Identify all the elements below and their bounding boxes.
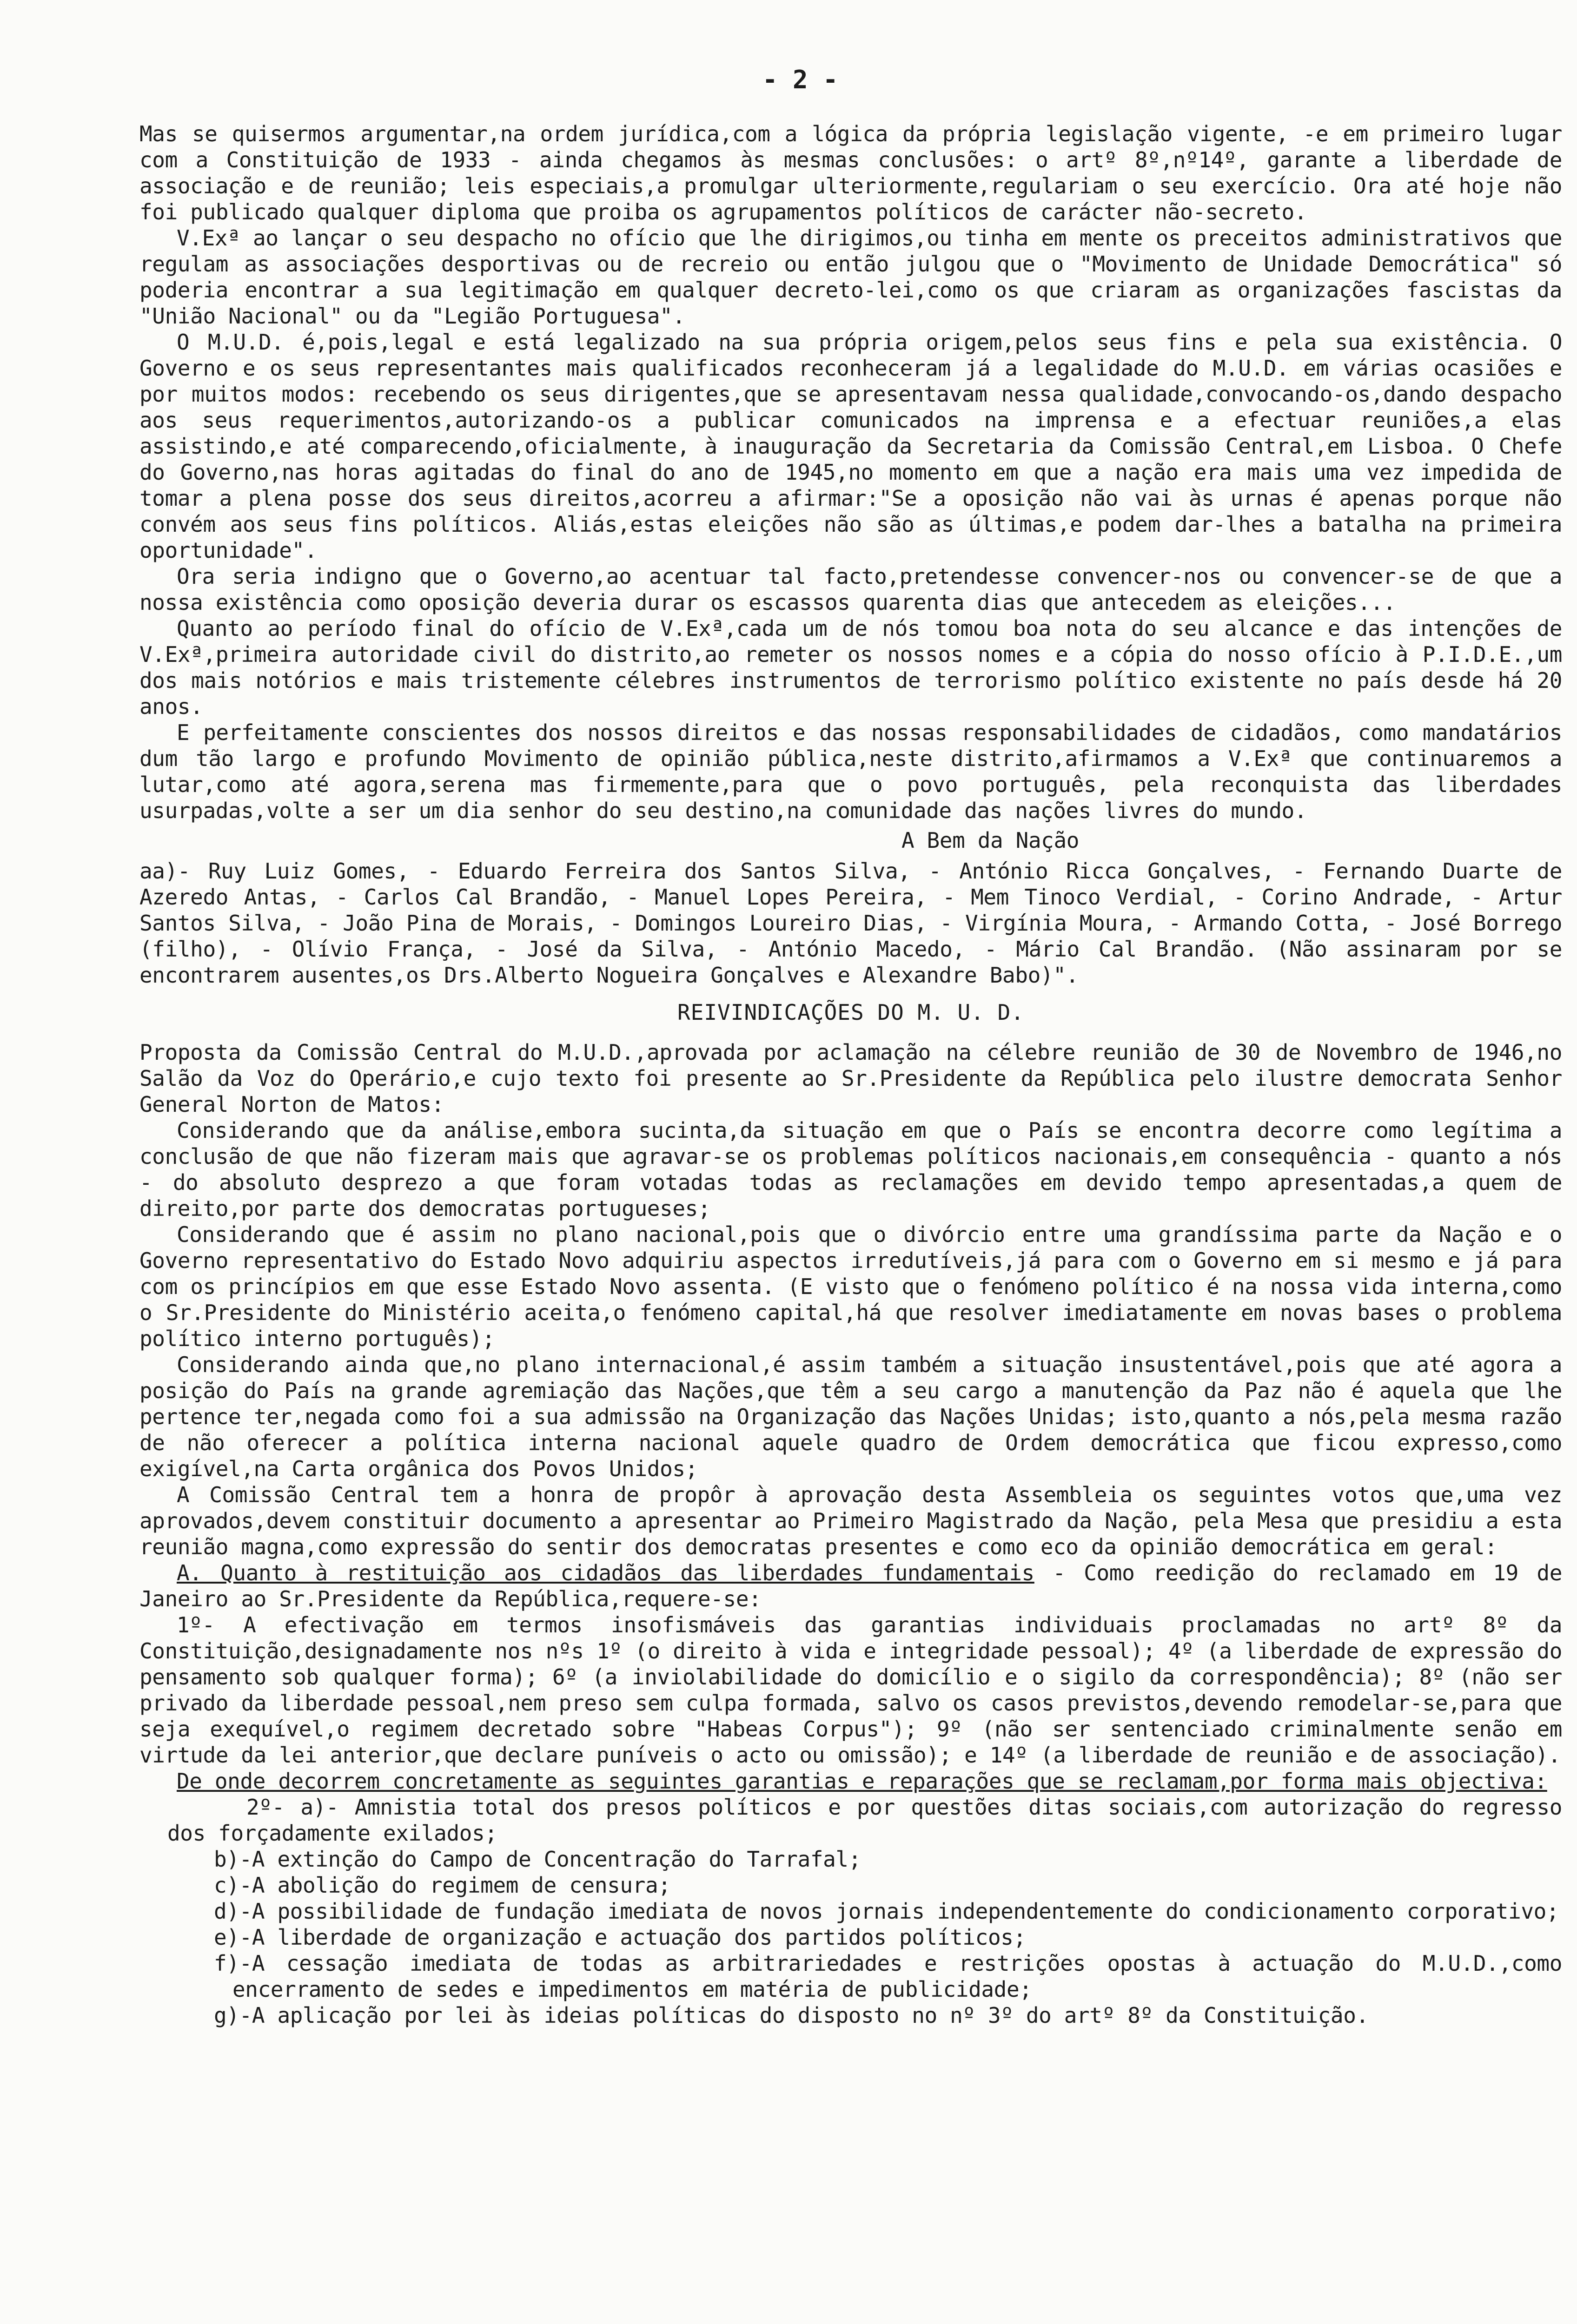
considerando-1: Considerando que da análise,embora sucinta,da situação em que o País se encontra decorre como legítima a conclusão de que não fizeram mais que agravar-se os problemas políticos nacionais,em consequência - quanto a nós - do absoluto desprezo a que foram votadas todas as reclamações em devido tempo apresentadas,a quem de direito,por parte dos democratas portugueses; bbox=[139, 1118, 1562, 1221]
list-item: c)-A abolição do regimem de censura; bbox=[214, 1873, 671, 1898]
closing-salutation: A Bem da Nação bbox=[901, 828, 1080, 853]
list-item: g)-A aplicação por lei às ideias políticas do disposto no nº 3º do artº 8º da Constituição. bbox=[214, 2003, 1369, 2028]
paragraph-legal-argument: Mas se quisermos argumentar,na ordem jurídica,com a lógica da própria legislação vigente, -e em primeiro lugar com a Constituição de 1933 - ainda chegamos às mesmas conclusões: o artº 8º,nº14º, garante a liberdade de associação e de reunião; leis especiais,a promulgar ulteriormente,regulariam o seu exercício. Ora até hoje não foi publicado qualquer diploma que proiba os agrupamentos políticos de carácter não-secreto. bbox=[139, 121, 1562, 224]
section-a-rest: - Como reedição do reclamado em 19 de Janeiro ao Sr.Presidente da República,requere-se: bbox=[139, 1560, 1562, 1611]
list-item: b)-A extinção do Campo de Concentração do Tarrafal; bbox=[214, 1847, 861, 1872]
commission-proposal: A Comissão Central tem a honra de propôr à aprovação desta Assembleia os seguintes votos que,uma vez aprovados,devem constituir documento a apresentar ao Primeiro Magistrado da Nação, pela Mesa que presidiu a esta reunião magna,como expressão do sentir dos democratas presentes e como eco da opinião democrática em geral: bbox=[139, 1482, 1562, 1559]
document-body bbox=[139, 60, 1562, 2028]
list-item: 2º- a)- Amnistia total dos presos políticos e por questões ditas sociais,com autorização do regresso dos forçadamente exilados; bbox=[167, 1795, 1562, 1846]
page-number: - 2 - bbox=[762, 65, 838, 94]
paragraph-government: Ora seria indigno que o Governo,ao acentuar tal facto,pretendesse convencer-nos ou convencer-se de que a nossa existência como oposição deveria durar os escassos quarenta dias que antecedem as eleições... bbox=[139, 564, 1562, 615]
considerando-2: Considerando que é assim no plano nacional,pois que o divórcio entre uma grandíssima parte da Nação e o Governo representativo do Estado Novo adquiriu aspectos irredutíveis,já para com o Governo em si mesmo e já para com os princípios em que esse Estado Novo assenta. (E visto que o fenómeno político é na nossa vida interna,como o Sr.Presidente do Ministério aceita,o fenómeno capital,há que resolver imediatamente em novas bases o problema político interno português); bbox=[139, 1222, 1562, 1351]
section-a-title: A. Quanto à restituição aos cidadãos das liberdades fundamentais bbox=[177, 1560, 1034, 1585]
paragraph-final-period: Quanto ao período final do ofício de V.Exª,cada um de nós tomou boa nota do seu alcance e das intenções de V.Exª,primeira autoridade civil do distrito,ao remeter os nossos nomes e a cópia do nosso ofício à P.I.D.E.,um dos mais notórios e mais tristemente célebres instrumentos de terrorismo político existente no país desde há 20 anos. bbox=[139, 616, 1562, 719]
guarantees-title: De onde decorrem concretamente as seguintes garantias e reparações que se reclamam,por forma mais objectiva: bbox=[177, 1769, 1547, 1794]
list-item: d)-A possibilidade de fundação imediata de novos jornais independentemente do condicionamento corporativo; bbox=[214, 1899, 1559, 1924]
paragraph-dispatch: V.Exª ao lançar o seu despacho no ofício que lhe dirigimos,ou tinha em mente os preceitos administrativos que regulam as associações desportivas ou de recreio ou então julgou que o "Movimento de Unidade Democrática" só poderia encontrar a sua legitimação em qualquer decreto-lei,como os que criaram as organizações fascistas da "União Nacional" ou da "Legião Portuguesa". bbox=[139, 225, 1562, 329]
item-1: 1º- A efectivação em termos insofismáveis das garantias individuais proclamadas no artº 8º da Constituição,designadamente nos nºs 1º (o direito à vida e integridade pessoal); 4º (a liberdade de expressão do pensamento sob qualquer forma); 6º (a inviolabilidade do domicílio e o sigilo da correspondência); 8º (não ser privado da liberdade pessoal,nem preso sem culpa formada, salvo os casos previstos,devendo remodelar-se,para que seja exequível,o regimem decretado sobre "Habeas Corpus"); 9º (não ser sentenciado criminalmente senão em virtude da lei anterior,que declare puníveis o acto ou omissão); e 14º (a liberdade de reunião e de associação). bbox=[139, 1612, 1562, 1768]
section-intro: Proposta da Comissão Central do M.U.D.,aprovada por aclamação na célebre reunião de 30 de Novembro de 1946,no Salão da Voz do Operário,e cujo texto foi presente ao Sr.Presidente da República pelo ilustre democrata Senhor General Norton de Matos: bbox=[139, 1040, 1562, 1117]
section-heading: REIVINDICAÇÕES DO M. U. D. bbox=[677, 1000, 1025, 1025]
signatures-list: aa)- Ruy Luiz Gomes, - Eduardo Ferreira dos Santos Silva, - António Ricca Gonçalves, - Fernando Duarte de Azeredo Antas, - Carlos Cal Brandão, - Manuel Lopes Pereira, - Mem Tinoco Verdial, - Corino Andrade, - Artur Santos Silva, - João Pina de Morais, - Domingos Loureiro Dias, - Virgínia Moura, - Armando Cotta, - José Borrego (filho), - Olívio França, - José da Silva, - António Macedo, - Mário Cal Brandão. (Não assinaram por se encontrarem ausentes,os Drs.Alberto Nogueira Gonçalves e Alexandre Babo)". bbox=[139, 858, 1562, 988]
section-a-header bbox=[139, 1560, 1562, 1612]
guarantees-header bbox=[139, 1768, 1562, 1794]
paragraph-conclusion: E perfeitamente conscientes dos nossos direitos e das nossas responsabilidades de cidadãos, como mandatários dum tão largo e profundo Movimento de opinião pública,neste distrito,afirmamos a V.Exª que continuaremos a lutar,como até agora,serena mas firmemente,para que o povo português, pela reconquista das liberdades usurpadas,volte a ser um dia senhor do seu destino,na comunidade das nações livres do mundo. bbox=[139, 720, 1562, 823]
considerando-3: Considerando ainda que,no plano internacional,é assim também a situação insustentável,pois que até agora a posição do País na grande agremiação das Nações,que têm a seu cargo a manutenção da Paz não é aquela que lhe pertence ter,negada como foi a sua admissão na Organização das Nações Unidas; isto,quanto a nós,pela mesma razão de não oferecer a política interna nacional aquele quadro de Ordem democrática que ficou expresso,como exigível,na Carta orgânica dos Povos Unidos; bbox=[139, 1352, 1562, 1481]
list-item: f)-A cessação imediata de todas as arbitrariedades e restrições opostas à actuação do M.U.D.,como encerramento de sedes e impedimentos em matéria de publicidade; bbox=[214, 1951, 1562, 2002]
paragraph-mud-legal: O M.U.D. é,pois,legal e está legalizado na sua própria origem,pelos seus fins e pela sua existência. O Governo e os seus representantes mais qualificados reconheceram já a legalidade do M.U.D. em várias ocasiões e por muitos modos: recebendo os seus dirigentes,que se apresentavam nessa qualidade,convocando-os,dando despacho aos seus requerimentos,autorizando-os a publicar comunicados na imprensa e a efectuar reuniões,a elas assistindo,e até comparecendo,oficialmente, à inauguração da Secretaria da Comissão Central,em Lisboa. O Chefe do Governo,nas horas agitadas do final do ano de 1945,no momento em que a nação era mais uma vez impedida de tomar a plena posse dos seus direitos,acorreu a afirmar:"Se a oposição não vai às urnas é apenas porque não convém aos seus fins políticos. Aliás,estas eleições não são as últimas,e podem dar-lhes a batalha na primeira oportunidade". bbox=[139, 330, 1562, 563]
list-item: e)-A liberdade de organização e actuação dos partidos políticos; bbox=[214, 1925, 1026, 1950]
